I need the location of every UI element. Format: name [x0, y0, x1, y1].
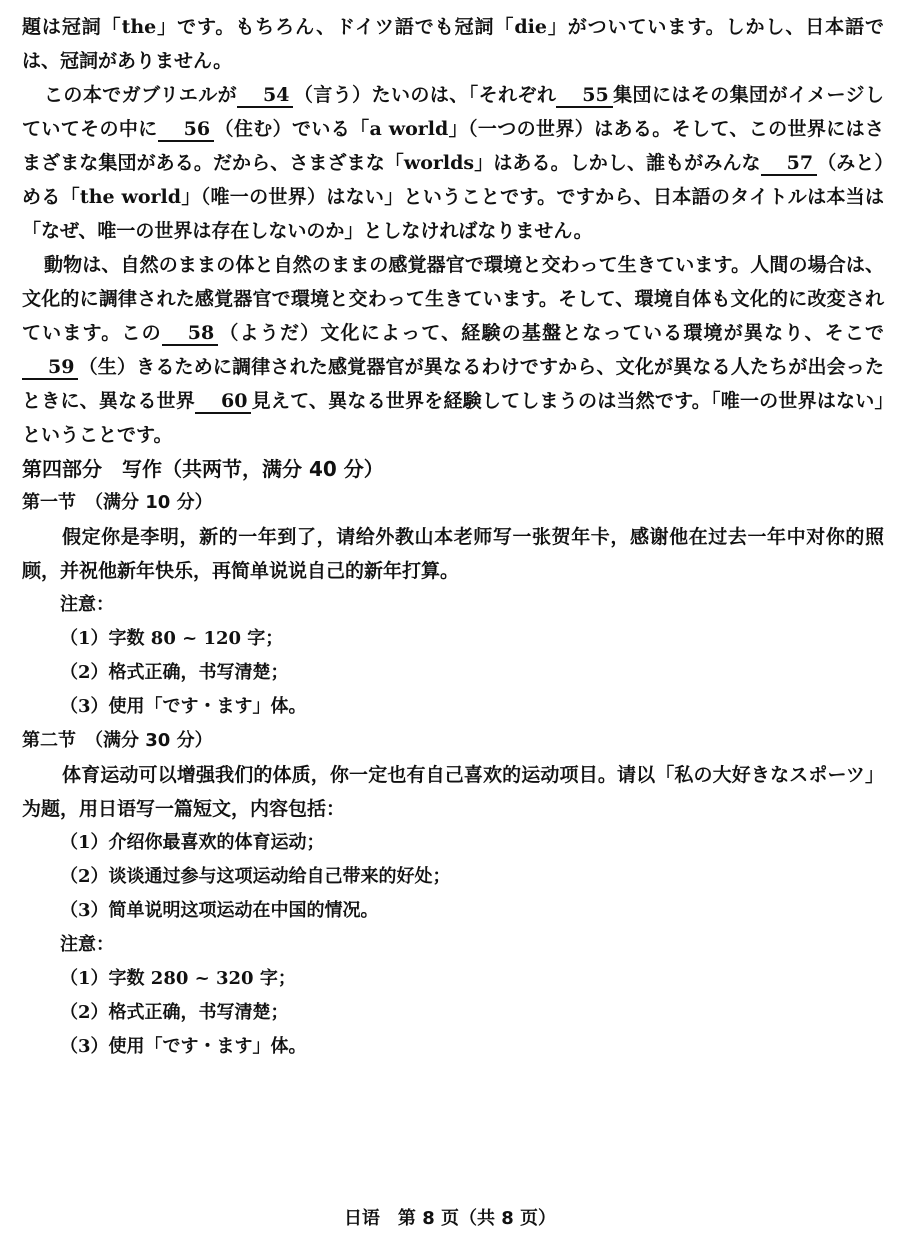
- reading-paragraph-2: [22, 78, 884, 248]
- section-1-note: （1）字数 80 ~ 120 字；: [60, 628, 284, 649]
- blank-57[interactable]: 57: [761, 152, 817, 176]
- section-2-prompt: 体育运动可以增强我们的体质，你一定也有自己喜欢的运动项目。请以「私の大好きなスポーツ」为题，用日语写一篇短文，内容包括：: [22, 764, 884, 820]
- blank-55[interactable]: 55: [556, 84, 612, 108]
- section-1-note-label: 注意：: [60, 594, 114, 615]
- section-1-prompt: 假定你是李明，新的一年到了，请给外教山本老师写一张贺年卡，感谢他在过去一年中对你的照顾，并祝他新年快乐，再简单说说自己的新年打算。: [22, 526, 884, 582]
- section-2-note: （1）字数 280 ~ 320 字；: [60, 968, 296, 989]
- blank-56[interactable]: 56: [158, 118, 214, 142]
- writing-part-title: 第四部分 写作（共两节，满分 40 分）: [22, 457, 384, 481]
- text-segment: （住む）でいる「a world」（一つの世界）はある。そして、この世界にはさまざまな集団がある。だから、さまざまな「worlds」はある。しかし、誰もがみんな: [22, 118, 884, 174]
- section-2-note: （3）使用「です・ます」体。: [60, 1036, 307, 1057]
- text-segment: （生）きるために調律された感覚器官が異なるわけですから、文化が異なる人たちが出会ったときに、異なる世界: [22, 356, 884, 412]
- section-1-note: （2）格式正确，书写清楚；: [60, 662, 289, 683]
- reading-paragraph-1: 題は冠詞「the」です。もちろん、ドイツ語でも冠詞「die」がついています。しかし、日本語では、冠詞がありません。: [22, 16, 884, 72]
- exam-page: [22, 10, 884, 1064]
- text-segment: （言う）たいのは、「それぞれ: [293, 84, 557, 106]
- reading-paragraph-3: [22, 248, 884, 452]
- section-2-content-item: （3）简单说明这项运动在中国的情况。: [60, 900, 379, 921]
- blank-54[interactable]: 54: [237, 84, 293, 108]
- section-2-content-item: （2）谈谈通过参与这项运动给自己带来的好处；: [60, 866, 451, 887]
- blank-58[interactable]: 58: [162, 322, 218, 346]
- section-2-note-label: 注意：: [60, 934, 114, 955]
- text-segment: この本でガブリエルが: [44, 84, 238, 106]
- page-footer: 日语 第 8 页（共 8 页）: [343, 1208, 557, 1229]
- section-2-content-item: （1）介绍你最喜欢的体育运动；: [60, 832, 325, 853]
- section-2-title: 第二节 （满分 30 分）: [22, 730, 213, 751]
- section-1-note: （3）使用「です・ます」体。: [60, 696, 307, 717]
- text-segment: （みと）める「the world」（唯一の世界）はない」ということです。ですから、日本語のタイトルは本当は「なぜ、唯一の世界は存在しないのか」としなければなりません。: [22, 152, 884, 242]
- text-segment: 見えて、異なる世界を経験してしまうのは当然です。「唯一の世界はない」ということです。: [22, 390, 884, 446]
- text-segment: 動物は、自然のままの体と自然のままの感覚器官で環境と交わって生きています。人間の場合は、文化的に調律された感覚器官で環境と交わって生きています。そして、環境自体も文化的に改変されています。この: [22, 254, 884, 344]
- blank-60[interactable]: 60: [195, 390, 251, 414]
- section-1-title: 第一节 （满分 10 分）: [22, 492, 213, 513]
- section-2-note: （2）格式正确，书写清楚；: [60, 1002, 289, 1023]
- blank-59[interactable]: 59: [22, 356, 78, 380]
- text-segment: （ようだ）文化によって、経験の基盤となっている環境が異なり、そこで: [218, 322, 885, 344]
- text-segment: 集団にはその集団がイメージしていてその中に: [22, 84, 884, 140]
